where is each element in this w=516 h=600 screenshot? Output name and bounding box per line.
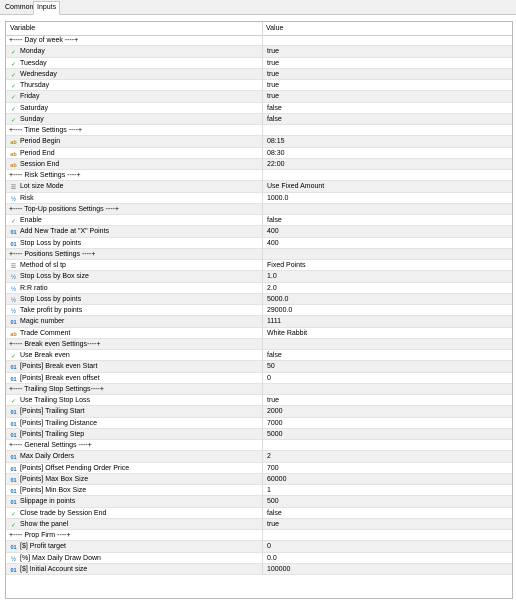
variable-name: Use Trailing Stop Loss [20, 397, 91, 404]
value-cell[interactable]: 5000 [262, 429, 507, 440]
input-row[interactable] [6, 159, 512, 170]
bool-icon: ✓ [10, 72, 17, 79]
bool-icon: ✓ [10, 511, 17, 518]
section-separator-row[interactable] [6, 339, 512, 350]
input-row[interactable] [6, 238, 512, 249]
rows-container [6, 35, 512, 575]
value-cell [262, 384, 507, 395]
variable-name: +---- Prop Firm ----+ [9, 532, 71, 539]
variable-name: [Points] Trailing Start [20, 408, 85, 416]
variable-cell [9, 541, 66, 552]
variable-name: [Points] Trailing Distance [20, 419, 98, 427]
variable-name: Sunday [20, 115, 44, 123]
enum-icon: ☰ [10, 264, 17, 270]
input-row[interactable] [6, 429, 512, 440]
input-row[interactable] [6, 395, 512, 406]
input-row[interactable] [6, 485, 512, 496]
input-row[interactable] [6, 226, 512, 237]
value-cell[interactable]: 400 [262, 226, 507, 237]
input-row[interactable] [6, 260, 512, 271]
bool-icon: ✓ [10, 117, 17, 124]
value-cell[interactable]: 1 [262, 485, 507, 496]
variable-name: Stop Loss by points [20, 239, 82, 247]
variable-name: +---- Trailing Stop Settings----+ [9, 385, 104, 393]
double-icon: ½ [10, 556, 16, 563]
variable-cell [9, 91, 39, 102]
variable-cell [9, 226, 109, 237]
double-icon: ½ [10, 309, 16, 315]
value-cell [262, 170, 507, 181]
variable-cell [9, 519, 68, 530]
value-cell[interactable]: 0 [262, 373, 507, 384]
section-separator-row[interactable] [6, 204, 512, 215]
string-icon: ab [10, 331, 17, 338]
value-cell[interactable]: 500 [262, 496, 507, 507]
variable-name: +---- General Settings ----+ [9, 442, 92, 449]
variable-cell [9, 305, 82, 316]
input-row[interactable] [6, 294, 512, 305]
tab-inputs[interactable]: Inputs [33, 1, 60, 15]
value-cell[interactable]: false [262, 215, 507, 226]
bool-icon: ✓ [10, 219, 17, 225]
input-row[interactable] [6, 46, 512, 57]
variable-name: Max Daily Orders [20, 453, 75, 461]
variable-cell [9, 316, 64, 327]
input-row[interactable] [6, 553, 512, 564]
value-cell[interactable]: 50 [262, 361, 507, 372]
value-cell[interactable]: White Rabbit [262, 328, 507, 339]
variable-name: Risk [20, 194, 34, 202]
variable-cell [9, 463, 129, 474]
enum-icon: ☰ [10, 185, 17, 192]
input-row[interactable] [6, 328, 512, 339]
input-row[interactable] [6, 418, 512, 429]
input-row[interactable] [6, 406, 512, 417]
integer-icon: 01 [10, 477, 17, 484]
variable-name: R:R ratio [20, 284, 48, 292]
variable-cell [9, 564, 87, 575]
input-row[interactable] [6, 451, 512, 462]
input-row[interactable] [6, 373, 512, 384]
variable-name: +---- Break even Settings----+ [9, 340, 101, 348]
variable-name: Take profit by points [20, 307, 83, 314]
variable-name: [%] Max Daily Draw Down [20, 554, 101, 562]
variable-cell [9, 384, 104, 395]
variable-name: Method of sl tp [20, 262, 66, 269]
input-row[interactable] [6, 474, 512, 485]
input-row[interactable] [6, 350, 512, 361]
input-row[interactable] [6, 283, 512, 294]
input-row[interactable] [6, 519, 512, 530]
variable-cell [9, 283, 48, 294]
variable-cell [9, 429, 84, 440]
value-cell[interactable]: true [262, 519, 507, 530]
variable-cell [9, 373, 100, 384]
variable-name: [Points] Max Box Size [20, 475, 89, 483]
input-row[interactable] [6, 148, 512, 159]
value-cell [262, 35, 507, 46]
variable-cell [9, 249, 95, 260]
value-cell[interactable]: true [262, 46, 507, 57]
value-cell[interactable]: false [262, 103, 507, 114]
integer-icon: 01 [10, 376, 17, 383]
value-cell [262, 530, 507, 541]
column-header-variable[interactable]: Variable [10, 25, 36, 32]
variable-name: +---- Time Settings ----+ [9, 127, 83, 134]
integer-icon: 01 [10, 500, 17, 507]
value-cell[interactable]: 1.0 [262, 271, 507, 282]
variable-cell [9, 451, 74, 462]
input-row[interactable] [6, 103, 512, 114]
input-row[interactable] [6, 181, 512, 192]
section-separator-row[interactable] [6, 530, 512, 541]
value-cell[interactable]: 22:00 [262, 159, 507, 170]
variable-cell [9, 80, 49, 91]
variable-cell [9, 406, 85, 417]
input-row[interactable] [6, 136, 512, 147]
variable-name: Close trade by Session End [20, 509, 107, 517]
section-separator-row[interactable] [6, 170, 512, 181]
input-row[interactable] [6, 496, 512, 507]
value-cell[interactable]: 5000.0 [262, 294, 507, 305]
variable-cell [9, 170, 81, 181]
variable-cell [9, 103, 48, 114]
tab-bar [0, 0, 516, 15]
value-cell[interactable]: false [262, 350, 507, 361]
bool-icon: ✓ [10, 354, 17, 360]
variable-cell [9, 474, 88, 485]
integer-icon: 01 [10, 455, 17, 462]
variable-cell [9, 136, 60, 147]
input-row[interactable] [6, 463, 512, 474]
double-icon: ½ [10, 196, 16, 203]
variable-cell [9, 193, 34, 204]
variable-cell [9, 271, 89, 282]
variable-cell [9, 215, 42, 226]
bool-icon: ✓ [10, 61, 17, 68]
integer-icon: 01 [10, 489, 17, 495]
variable-name: +---- Positions Settings ----+ [9, 250, 96, 258]
variable-cell [9, 553, 101, 564]
variable-name: Friday [20, 93, 40, 101]
value-cell[interactable]: 1111 [262, 316, 507, 327]
input-row[interactable] [6, 80, 512, 91]
integer-icon: 01 [10, 320, 17, 327]
string-icon: ab [10, 151, 17, 158]
variable-name: +---- Top-Up positions Settings ----+ [9, 205, 119, 213]
variable-name: [Points] Break even offset [20, 374, 100, 382]
value-cell [262, 440, 507, 451]
integer-icon: 01 [10, 421, 17, 428]
grid-header [6, 22, 512, 36]
value-cell[interactable]: 2 [262, 451, 507, 462]
variable-name: Tuesday [20, 59, 47, 67]
integer-icon: 01 [10, 241, 17, 248]
variable-cell [9, 496, 75, 507]
variable-name: [Points] Min Box Size [20, 487, 87, 494]
variable-cell [9, 181, 64, 192]
bool-icon: ✓ [10, 95, 17, 102]
variable-cell [9, 69, 57, 80]
value-cell[interactable]: true [262, 58, 507, 69]
bool-icon: ✓ [10, 106, 17, 113]
value-cell[interactable]: 2000 [262, 406, 507, 417]
value-cell [262, 249, 507, 260]
integer-icon: 01 [10, 466, 17, 473]
variable-cell [9, 328, 70, 339]
value-cell[interactable]: 29000.0 [262, 305, 507, 316]
section-separator-row[interactable] [6, 35, 512, 46]
variable-name: [Points] Trailing Step [20, 430, 85, 438]
variable-name: Slippage in points [20, 498, 76, 506]
variable-name: Show the panel [20, 520, 69, 528]
input-row[interactable] [6, 193, 512, 204]
integer-icon: 01 [10, 365, 17, 372]
variable-name: [$] Initial Account size [20, 565, 88, 573]
variable-name: Enable [20, 217, 42, 224]
input-row[interactable] [6, 215, 512, 226]
variable-cell [9, 395, 90, 406]
value-cell[interactable]: false [262, 508, 507, 519]
integer-icon: 01 [10, 432, 17, 439]
integer-icon: 01 [10, 545, 17, 552]
value-cell[interactable]: 08:30 [262, 148, 507, 159]
input-row[interactable] [6, 305, 512, 316]
input-row[interactable] [6, 69, 512, 80]
variable-cell [9, 350, 70, 361]
bool-icon: ✓ [10, 522, 17, 529]
value-cell[interactable]: Fixed Points [262, 260, 507, 271]
bool-icon: ✓ [10, 50, 17, 57]
variable-cell [9, 148, 55, 159]
value-cell[interactable]: 400 [262, 238, 507, 249]
variable-cell [9, 294, 81, 305]
value-cell[interactable]: 2.0 [262, 283, 507, 294]
input-row[interactable] [6, 91, 512, 102]
section-separator-row[interactable] [6, 384, 512, 395]
double-icon: ½ [10, 275, 16, 282]
variable-name: Use Break even [20, 352, 70, 359]
variable-name: [$] Profit target [20, 543, 66, 551]
variable-cell [9, 114, 44, 125]
inputs-grid [5, 21, 513, 599]
tab-common[interactable]: Common [5, 4, 34, 11]
value-cell [262, 125, 507, 136]
bool-icon: ✓ [10, 84, 17, 90]
integer-icon: 01 [10, 230, 17, 237]
input-row[interactable] [6, 541, 512, 552]
variable-name: Stop Loss by points [20, 295, 82, 303]
value-cell[interactable]: true [262, 80, 507, 91]
integer-icon: 01 [10, 410, 17, 417]
value-cell[interactable]: 700 [262, 463, 507, 474]
variable-name: Session End [20, 160, 60, 168]
value-cell[interactable]: false [262, 114, 507, 125]
value-cell[interactable]: 7000 [262, 418, 507, 429]
variable-name: Saturday [20, 104, 49, 112]
variable-cell [9, 125, 82, 136]
input-row[interactable] [6, 316, 512, 327]
input-row[interactable] [6, 58, 512, 69]
value-cell [262, 339, 507, 350]
column-header-value[interactable]: Value [262, 22, 516, 35]
string-icon: ab [10, 140, 17, 147]
variable-cell [9, 339, 100, 350]
bool-icon: ✓ [10, 399, 17, 405]
input-row[interactable] [6, 271, 512, 282]
string-icon: ab [10, 162, 17, 169]
input-row[interactable] [6, 508, 512, 519]
input-row[interactable] [6, 114, 512, 125]
variable-cell [9, 35, 78, 46]
variable-name: [Points] Offset Pending Order Price [20, 464, 130, 472]
variable-cell [9, 46, 45, 57]
variable-cell [9, 58, 47, 69]
variable-cell [9, 238, 81, 249]
double-icon: ½ [10, 286, 16, 293]
value-cell[interactable]: 0.0 [262, 553, 507, 564]
value-cell[interactable]: 0 [262, 541, 507, 552]
variable-cell [9, 508, 106, 519]
value-cell[interactable]: true [262, 395, 507, 406]
variable-name: Thursday [20, 82, 50, 89]
variable-name: Lot size Mode [20, 183, 64, 191]
variable-cell [9, 418, 97, 429]
double-icon: ½ [10, 297, 16, 304]
variable-name: Monday [20, 48, 45, 56]
variable-name: Wednesday [20, 70, 57, 78]
variable-cell [9, 440, 92, 451]
value-cell[interactable]: 1000.0 [262, 193, 507, 204]
variable-name: Add New Trade at "X" Points [20, 228, 110, 236]
input-row[interactable] [6, 564, 512, 575]
value-cell[interactable]: Use Fixed Amount [262, 181, 507, 192]
variable-cell [9, 159, 59, 170]
value-cell[interactable]: 100000 [262, 564, 507, 575]
variable-cell [9, 260, 66, 271]
section-separator-row[interactable] [6, 249, 512, 260]
variable-name: Period End [20, 149, 55, 157]
integer-icon: 01 [10, 567, 17, 574]
value-cell[interactable]: true [262, 91, 507, 102]
variable-name: [Points] Break even Start [20, 363, 98, 371]
variable-name: Trade Comment [20, 329, 71, 337]
variable-cell [9, 530, 70, 541]
variable-cell [9, 204, 119, 215]
value-cell[interactable]: 08:15 [262, 136, 507, 147]
section-separator-row[interactable] [6, 440, 512, 451]
variable-name: +---- Day of week ----+ [9, 37, 79, 44]
input-row[interactable] [6, 361, 512, 372]
section-separator-row[interactable] [6, 125, 512, 136]
variable-cell [9, 485, 86, 496]
variable-cell [9, 361, 97, 372]
value-cell [262, 204, 507, 215]
variable-name: Magic number [20, 318, 65, 326]
variable-name: +---- Risk Settings ----+ [9, 172, 81, 179]
variable-name: Period Begin [20, 138, 61, 146]
value-cell[interactable]: true [262, 69, 507, 80]
variable-name: Stop Loss by Box size [20, 273, 89, 281]
value-cell[interactable]: 60000 [262, 474, 507, 485]
